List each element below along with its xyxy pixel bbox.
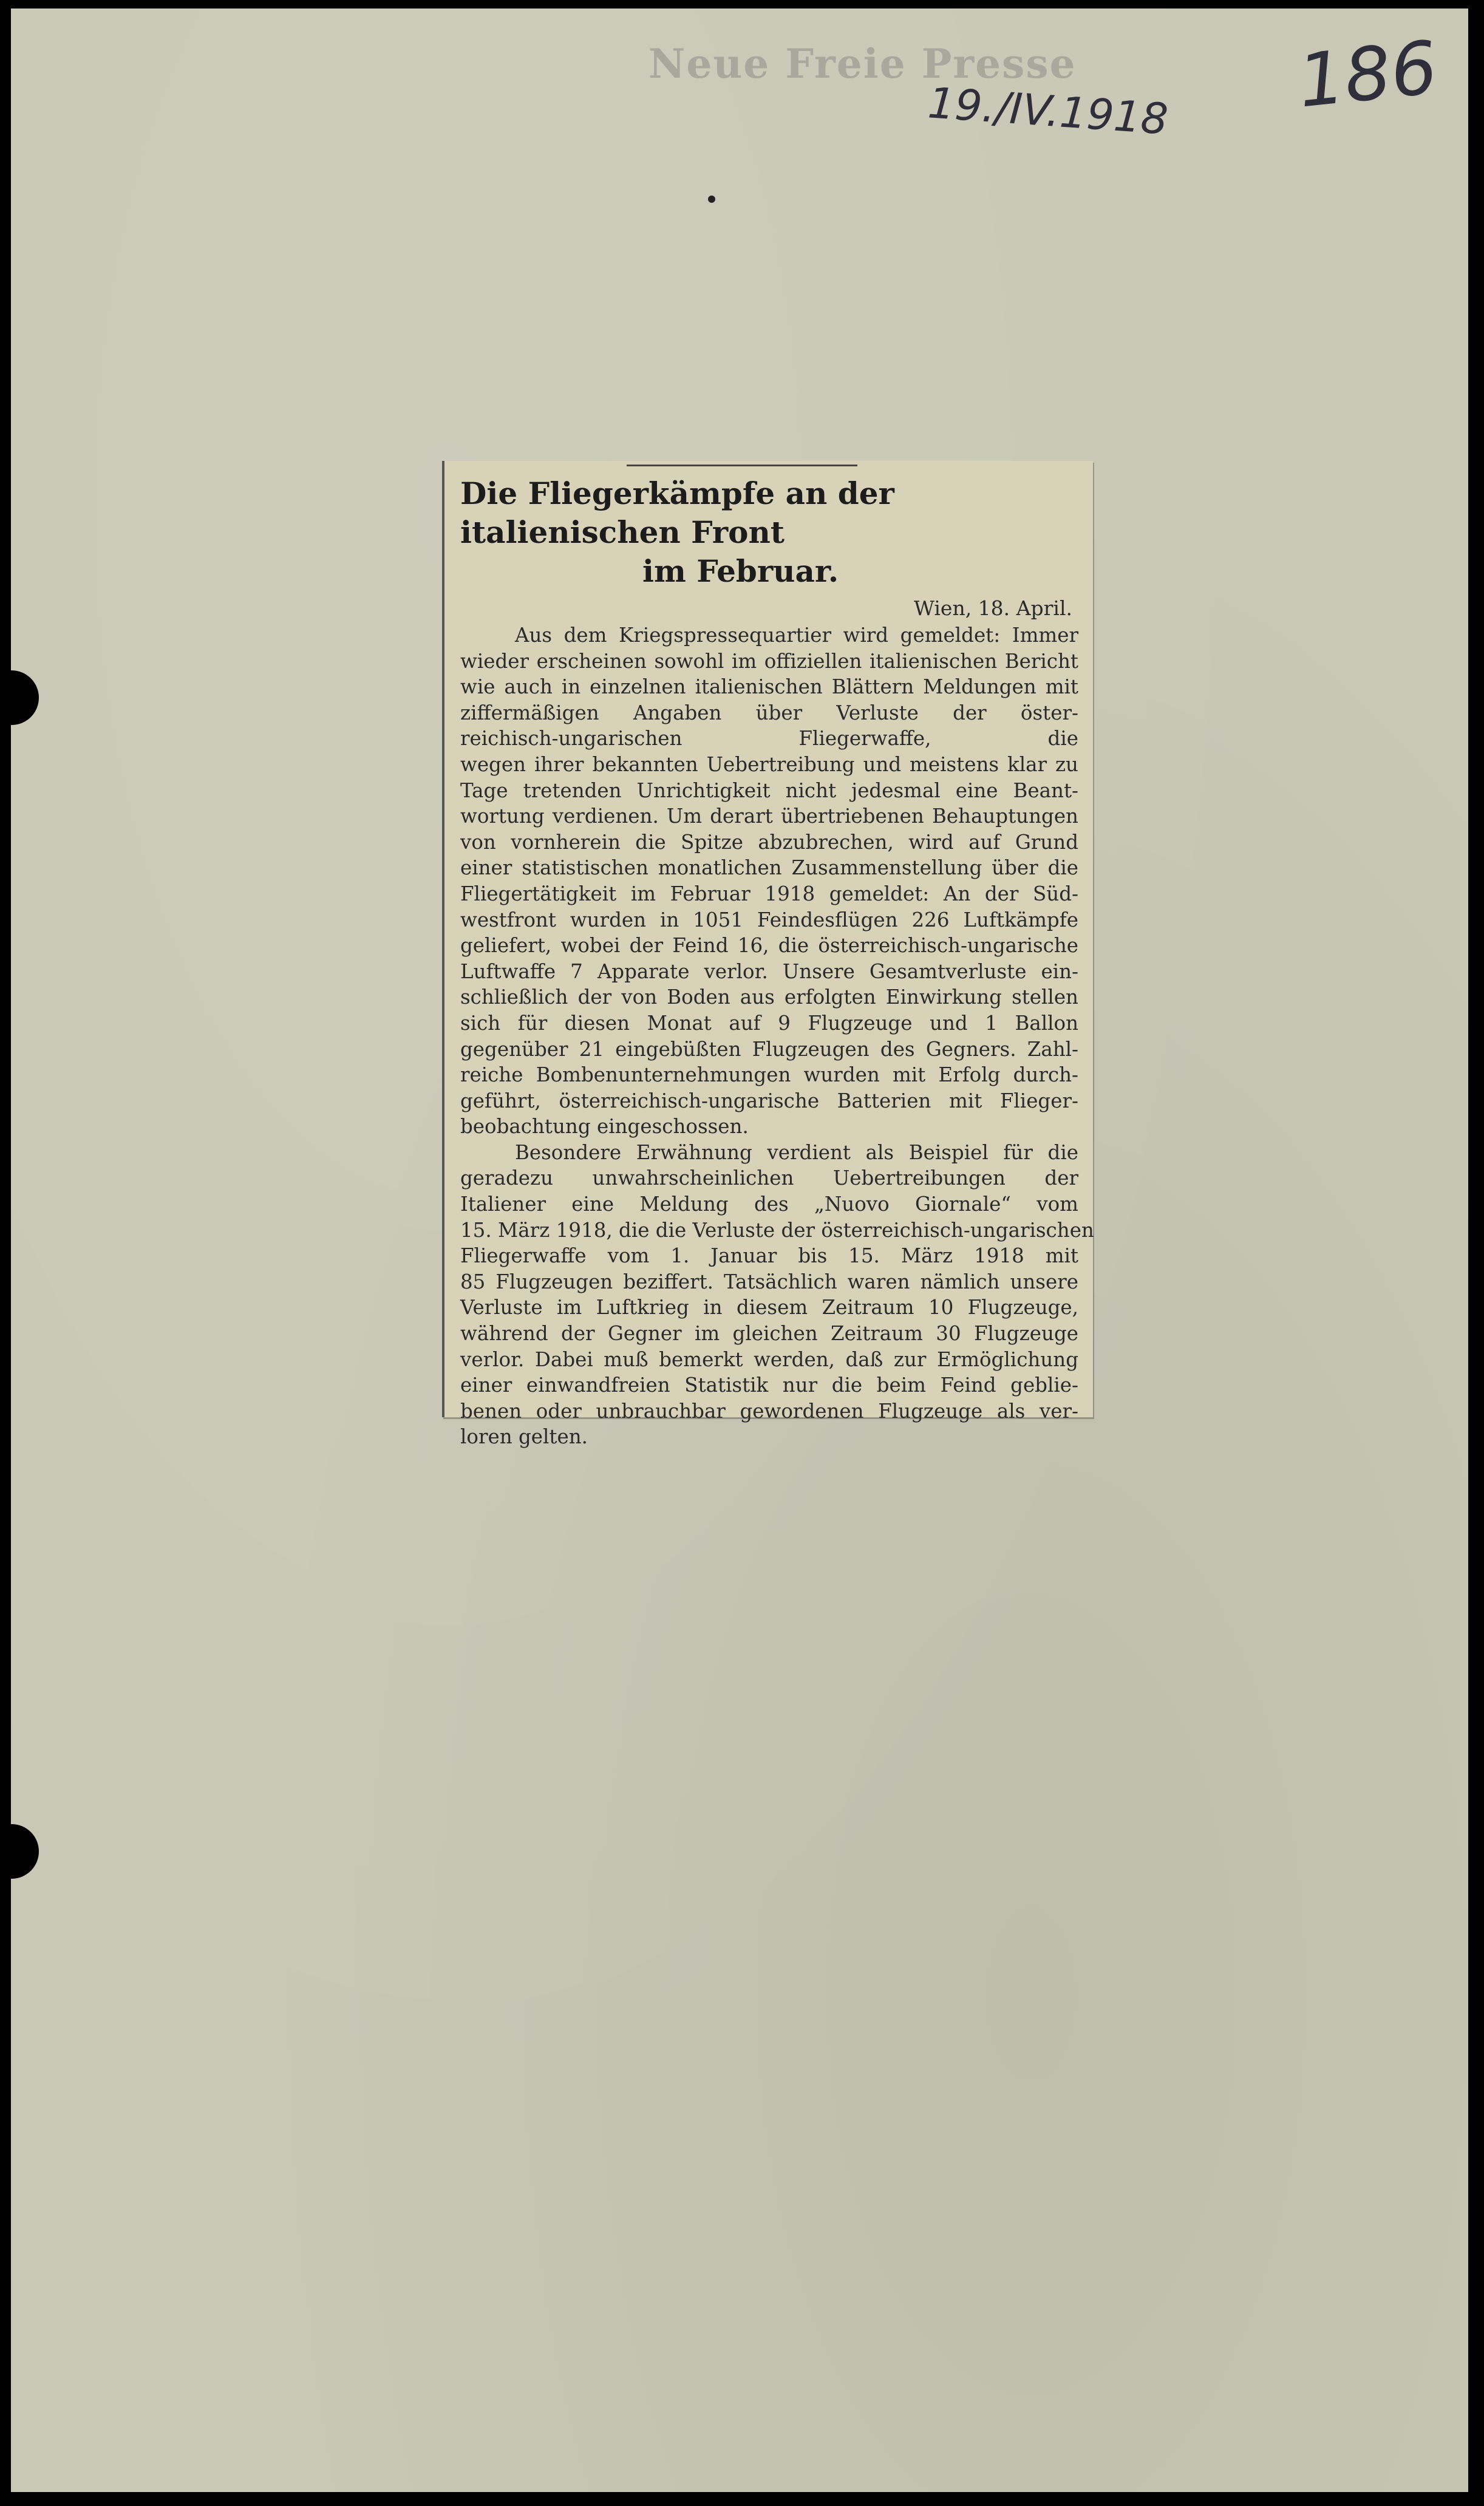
text-line: Luftwaffe 7 Apparate verlor. Unsere Gesamtverluste ein-: [460, 959, 1078, 983]
text-line: schließlich der von Boden aus erfolgten Einwirkung stellen: [460, 986, 1078, 1009]
text-line: ziffermäßigen Angaben über Verluste der öster-: [460, 701, 1078, 724]
text-line: Fliegerwaffe vom 1. Januar bis 15. März 1918 mit: [460, 1244, 1078, 1268]
text-line: wortung verdienen. Um derart übertriebenen Behauptungen: [460, 805, 1078, 828]
newspaper-clipping: [442, 461, 1094, 1449]
text-line: benen oder unbrauchbar gewordenen Flugzeuge als ver-: [460, 1399, 1078, 1423]
text-line: einer einwandfreien Statistik nur die beim Feind geblie-: [460, 1374, 1078, 1397]
text-line: Tage tretenden Unrichtigkeit nicht jedesmal eine Beant-: [460, 778, 1078, 802]
text-line: Fliegertätigkeit im Februar 1918 gemeldet: An der Süd-: [460, 882, 1078, 905]
article-paragraph-1: [460, 622, 1078, 1140]
text-line: sich für diesen Monat auf 9 Flugzeuge und 1 Ballon: [460, 1011, 1078, 1035]
text-line: wie auch in einzelnen italienischen Blättern Meldungen mit: [460, 675, 1078, 699]
text-line: während der Gegner im gleichen Zeitraum 30 Flugzeuge: [460, 1322, 1078, 1346]
text-line: 15. März 1918, die die Verluste der österreichisch-ungarischen: [460, 1218, 1094, 1242]
text-line: von vornherein die Spitze abzubrechen, wird auf Grund: [460, 830, 1078, 854]
text-line: geliefert, wobei der Feind 16, die österreichisch-ungarische: [460, 934, 1078, 958]
article-dateline: Wien, 18. April.: [914, 596, 1072, 620]
text-line: wegen ihrer bekannten Uebertreibung und meistens klar zu: [460, 752, 1078, 776]
text-line: verlor. Dabei muß bemerkt werden, daß zur Ermöglichung: [460, 1347, 1078, 1371]
text-line: Verluste im Luftkrieg in diesem Zeitraum 10 Flugzeuge,: [460, 1296, 1078, 1319]
text-line: 85 Flugzeugen beziffert. Tatsächlich waren nämlich unsere: [460, 1270, 1078, 1293]
text-line: geradezu unwahrscheinlichen Uebertreibungen der: [460, 1166, 1078, 1190]
text-line: westfront wurden in 1051 Feindesflügen 226 Luftkämpfe: [460, 908, 1078, 931]
text-line: Besondere Erwähnung verdient als Beispiel für die: [515, 1140, 1078, 1164]
text-line: beobachtung eingeschossen.: [460, 1115, 749, 1139]
text-line: wieder erscheinen sowohl im offiziellen italienischen Bericht: [460, 649, 1078, 673]
punch-hole: [11, 1824, 39, 1879]
punch-hole: [11, 670, 39, 725]
text-line: loren gelten.: [460, 1425, 588, 1449]
newspaper-stamp: Neue Freie Presse: [648, 40, 1077, 87]
text-line: gegenüber 21 eingebüßten Flugzeugen des Gegners. Zahl-: [460, 1037, 1078, 1061]
clipping-top-rule: [627, 465, 857, 466]
headline-line-2: im Februar.: [642, 553, 839, 589]
archive-sheet: [11, 9, 1468, 2492]
text-line: reichisch-ungarischen Fliegerwaffe, die: [460, 727, 1078, 751]
ink-dot: [708, 196, 715, 203]
article-paragraph-2: [460, 1140, 1094, 1450]
headline-line-1: Die Fliegerkämpfe an der italienischen Front: [460, 475, 894, 550]
text-line: geführt, österreichisch-ungarische Batterien mit Flieger-: [460, 1089, 1078, 1112]
text-line: reiche Bombenunternehmungen wurden mit Erfolg durch-: [460, 1063, 1078, 1087]
handwritten-date: 19./IV.1918: [926, 78, 1170, 145]
text-line: Aus dem Kriegspressequartier wird gemeldet: Immer: [515, 624, 1078, 647]
handwritten-folio-number: 186: [1294, 26, 1441, 124]
text-line: einer statistischen monatlichen Zusammenstellung über die: [460, 856, 1078, 880]
article-headline: [460, 474, 1078, 591]
text-line: Italiener eine Meldung des „Nuovo Giornale“ vom: [460, 1193, 1078, 1216]
